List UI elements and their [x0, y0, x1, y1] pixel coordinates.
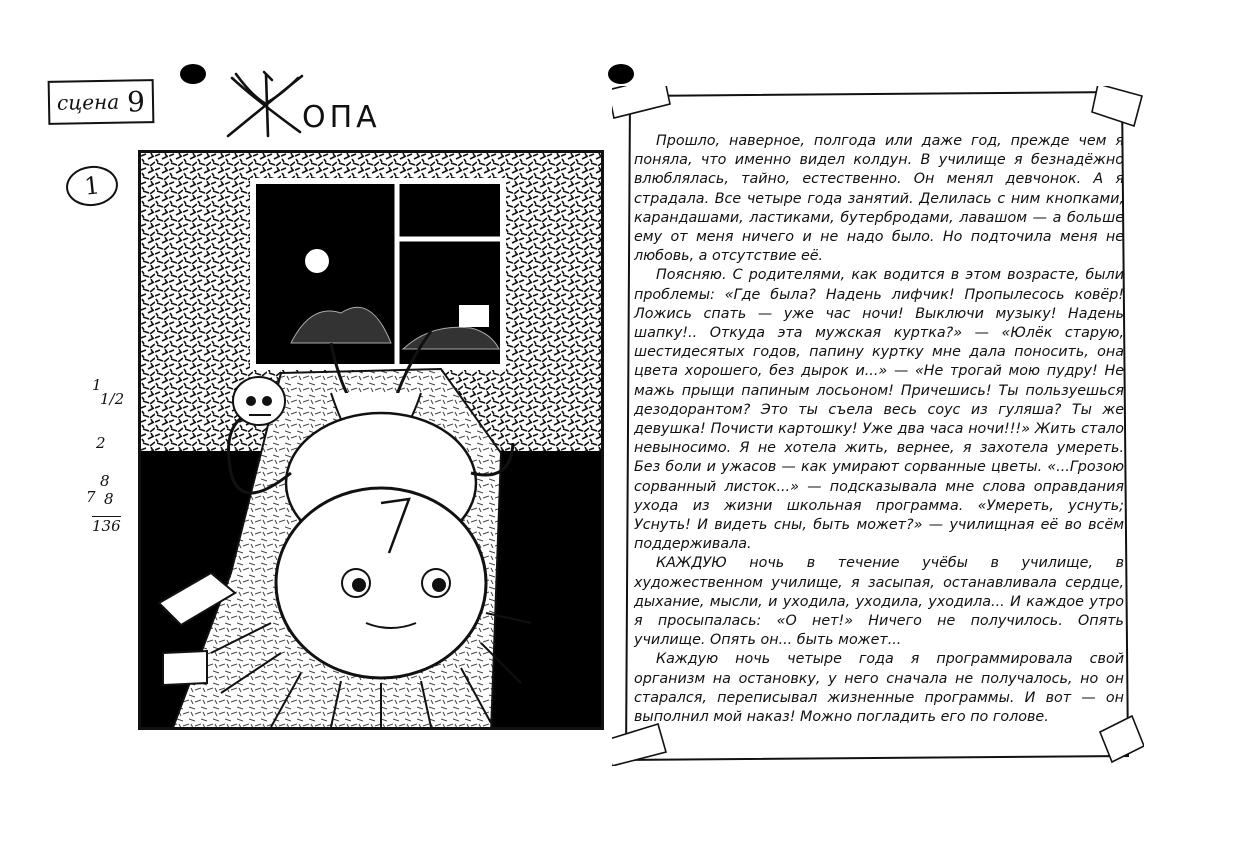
- margin-note: 8: [100, 472, 110, 490]
- punch-hole: [608, 64, 634, 84]
- panel-number: 1: [64, 163, 120, 208]
- skull: [233, 377, 285, 425]
- window: [253, 181, 503, 367]
- margin-note: 2: [96, 434, 106, 452]
- panel-illustration: [141, 153, 601, 727]
- title-text: ОПА: [302, 100, 381, 135]
- scene-label-box: [48, 79, 155, 125]
- scene-label: сцена: [56, 89, 120, 115]
- title-zh-letter: [226, 70, 306, 140]
- story-paragraph: Поясняю. С родителями, как водится в этом возрасте, были проблемы: «Где была? Надень лифчик! Пропылесось ковёр! Ложись спать — уже час ночи! Выключи музыку! Надень шапку!.. Откуда эта мужская куртка?» — «Юлёк старую, шестидесятых годов, папину куртку мне дала поносить, она цвета хорошего, без дырок и...» — «Не трогай мою пудру! Не мажь прыщи папиным лосьоном! Причешись! Ты пользуешься дезодорантом? Это ты съела весь соус из гуляша? Ты же девушка! Почисти картошку! Уже два часа ночи!!!» Жить стало невыносимо. Я не хотела жить, вернее, я захотела умереть. Без боли и ужасов — как умирают сорванные цветы. «...Грозою сорванный листок...» — подсказывала мне слова оправдания ухода из жизни школьная программа. «Умереть, уснуть; Уснуть! И видеть сны, быть может?» — училищная её во всём поддерживала.: [634, 267, 1124, 553]
- comic-panel: [138, 150, 604, 730]
- margin-note: 1/2: [100, 390, 125, 408]
- margin-note: 136: [92, 517, 121, 535]
- margin-note: 8: [104, 490, 114, 508]
- page-title: [226, 70, 416, 140]
- margin-note: 1: [92, 376, 102, 394]
- story-paragraph: КАЖДУЮ ночь в течение учёбы в училище, в художественном училище, я засыпая, останавливала сердце, дыхание, мысли, и уходила, уходила, уходила... И каждое утро я просыпалась: «О нет!» Ничего не получилось. Опять училище. Опять он... быть может...: [634, 555, 1124, 649]
- story-paragraph: Прошло, наверное, полгода или даже год, прежде чем я поняла, что именно видел колдун. В училище я безнадёжно влюблялась, тайно, естественно. Он менял девчонок. А я страдала. Все четыре года занятий. Делилась с ним кнопками, карандашами, ластиками, бутербродами, лавашом — а больше ему от меня ничего и не надо было. Но подточила меня не любовь, а отсутствие её.: [634, 133, 1124, 265]
- story-text: [634, 132, 1124, 727]
- margin-note: 7: [86, 488, 96, 506]
- punch-hole: [180, 64, 206, 84]
- scene-number: 9: [126, 84, 146, 119]
- story-paragraph: Каждую ночь четыре года я программировала свой организм на остановку, у него сначала не получалось, но он старался, переписывал жизненные программы. И вот — он выполнил мой наказ! Можно погладить его по голове.: [634, 651, 1124, 726]
